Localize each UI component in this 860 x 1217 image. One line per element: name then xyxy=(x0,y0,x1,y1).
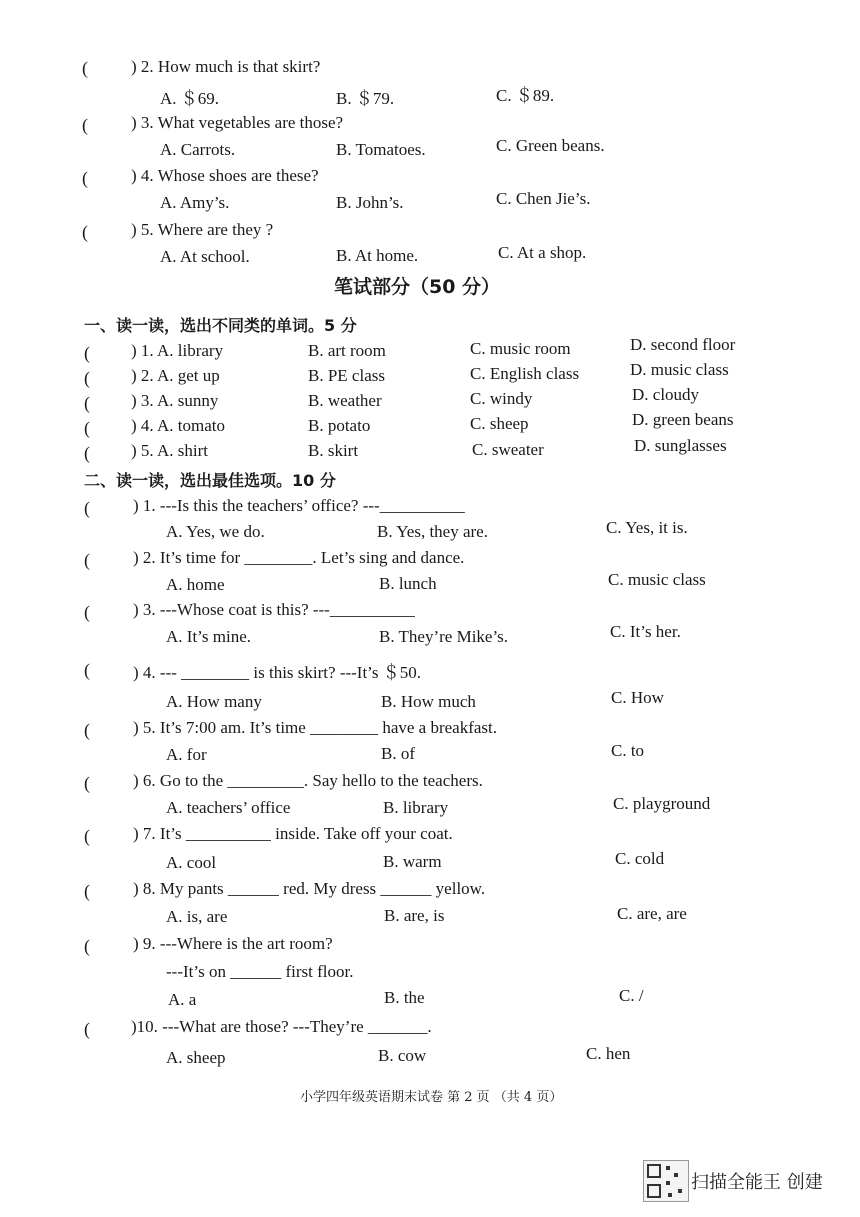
question-text: ) 4. --- ________ is this skirt? ---It’s ＄50. xyxy=(133,663,422,682)
option-a: A. is, are xyxy=(166,907,228,926)
option-a: A. It’s mine. xyxy=(166,627,251,646)
question-text: ) 5. Where are they ? xyxy=(131,220,274,239)
option-a: A. home xyxy=(166,575,225,594)
question-text: ) 5. It’s 7:00 am. It’s time ________ have a breakfast. xyxy=(133,718,497,737)
row-option-b: B. skirt xyxy=(308,441,359,460)
option-a: A. Carrots. xyxy=(160,140,236,159)
answer-paren: ( xyxy=(84,826,90,846)
option-a: A. At school. xyxy=(160,247,250,266)
option-b: B. Tomatoes. xyxy=(336,140,426,159)
option-c: C. playground xyxy=(613,794,711,813)
option-b: B. Yes, they are. xyxy=(377,522,488,541)
answer-paren: ( xyxy=(82,222,88,242)
option-a: A. How many xyxy=(166,692,262,711)
option-b: B. the xyxy=(384,988,425,1007)
answer-paren: ( xyxy=(84,443,90,463)
option-b: B. At home. xyxy=(336,246,419,265)
row-option-c: C. sheep xyxy=(470,414,529,433)
option-a: A. Yes, we do. xyxy=(166,522,265,541)
question-text: ) 6. Go to the _________. Say hello to the teachers. xyxy=(133,771,483,790)
question-text: )10. ---What are those? ---They’re _______. xyxy=(131,1017,432,1036)
answer-paren: ( xyxy=(84,881,90,901)
option-c: C. Green beans. xyxy=(496,136,605,155)
option-b: B. warm xyxy=(383,852,442,871)
answer-paren: ( xyxy=(82,115,88,135)
row-option-d: D. music class xyxy=(630,360,729,379)
option-c: C. cold xyxy=(615,849,665,868)
answer-paren: ( xyxy=(84,1019,90,1039)
row-option-b: B. PE class xyxy=(308,366,385,385)
row-option-c: C. windy xyxy=(470,389,533,408)
row-option-d: D. sunglasses xyxy=(634,436,727,455)
row-option-c: C. music room xyxy=(470,339,571,358)
option-a: A. for xyxy=(166,745,207,764)
option-b: B. They’re Mike’s. xyxy=(379,627,509,646)
answer-paren: ( xyxy=(84,393,90,413)
row-option-a: ) 1. A. library xyxy=(131,341,224,360)
option-a: A. a xyxy=(168,990,197,1009)
row-option-c: C. English class xyxy=(470,364,580,383)
option-c: C. It’s her. xyxy=(610,622,681,641)
row-option-d: D. green beans xyxy=(632,410,734,429)
row-option-d: D. cloudy xyxy=(632,385,700,404)
row-option-a: ) 3. A. sunny xyxy=(131,391,219,410)
answer-paren: ( xyxy=(82,58,88,78)
option-b: B. are, is xyxy=(384,906,445,925)
answer-paren: ( xyxy=(84,368,90,388)
option-c: C. Chen Jie’s. xyxy=(496,189,591,208)
page-footer: 小学四年级英语期末试卷 第 2 页 （共 4 页） xyxy=(300,1090,563,1105)
answer-paren: ( xyxy=(84,343,90,363)
row-option-a: ) 5. A. shirt xyxy=(131,441,208,460)
option-a: A. sheep xyxy=(166,1048,226,1067)
question-text: ) 8. My pants ______ red. My dress ______ yellow. xyxy=(133,879,486,898)
written-part-title: 笔试部分（50 分） xyxy=(334,276,501,298)
row-option-b: B. art room xyxy=(308,341,386,360)
option-c: C. ＄89. xyxy=(496,86,555,105)
question-text: ) 3. ---Whose coat is this? ---__________ xyxy=(133,600,415,619)
option-b: B. How much xyxy=(381,692,476,711)
answer-paren: ( xyxy=(84,660,90,680)
section-2-title: 二、读一读，选出最佳选项。10 分 xyxy=(84,471,336,490)
option-c: C. How xyxy=(611,688,664,707)
answer-paren: ( xyxy=(82,168,88,188)
option-b: B. John’s. xyxy=(336,193,404,212)
answer-paren: ( xyxy=(84,602,90,622)
option-b: B. lunch xyxy=(379,574,437,593)
option-c: C. music class xyxy=(608,570,706,589)
answer-paren: ( xyxy=(84,773,90,793)
option-b: B. cow xyxy=(378,1046,427,1065)
question-text: ) 2. How much is that skirt? xyxy=(131,57,321,76)
question-text: ) 1. ---Is this the teachers’ office? ---__________ xyxy=(133,496,465,515)
option-a: A. Amy’s. xyxy=(160,193,230,212)
answer-paren: ( xyxy=(84,498,90,518)
row-option-c: C. sweater xyxy=(472,440,544,459)
row-option-d: D. second floor xyxy=(630,335,736,354)
answer-paren: ( xyxy=(84,550,90,570)
answer-paren: ( xyxy=(84,936,90,956)
option-b: B. ＄79. xyxy=(336,89,395,108)
scanner-watermark: 扫描全能王 创建 xyxy=(691,1172,823,1193)
question-text: ) 9. ---Where is the art room? xyxy=(133,934,333,953)
option-c: C. hen xyxy=(586,1044,631,1063)
row-option-b: B. weather xyxy=(308,391,382,410)
option-c: C. / xyxy=(619,986,644,1005)
section-1-title: 一、读一读，选出不同类的单词。5 分 xyxy=(84,316,357,335)
option-a: A. teachers’ office xyxy=(166,798,291,817)
row-option-a: ) 2. A. get up xyxy=(131,366,220,385)
question-text: ) 3. What vegetables are those? xyxy=(131,113,344,132)
option-a: A. cool xyxy=(166,853,217,872)
row-option-a: ) 4. A. tomato xyxy=(131,416,225,435)
question-text: ) 2. It’s time for ________. Let’s sing and dance. xyxy=(133,548,465,567)
answer-paren: ( xyxy=(84,720,90,740)
question-text-line2: ---It’s on ______ first floor. xyxy=(166,962,354,981)
option-a: A. ＄69. xyxy=(160,89,220,108)
option-b: B. of xyxy=(381,744,415,763)
option-c: C. are, are xyxy=(617,904,687,923)
answer-paren: ( xyxy=(84,418,90,438)
option-c: C. to xyxy=(611,741,645,760)
question-text: ) 4. Whose shoes are these? xyxy=(131,166,319,185)
option-c: C. At a shop. xyxy=(498,243,587,262)
scanner-logo-icon xyxy=(643,1160,689,1202)
option-c: C. Yes, it is. xyxy=(606,518,688,537)
question-text: ) 7. It’s __________ inside. Take off your coat. xyxy=(133,824,453,843)
option-b: B. library xyxy=(383,798,449,817)
row-option-b: B. potato xyxy=(308,416,371,435)
